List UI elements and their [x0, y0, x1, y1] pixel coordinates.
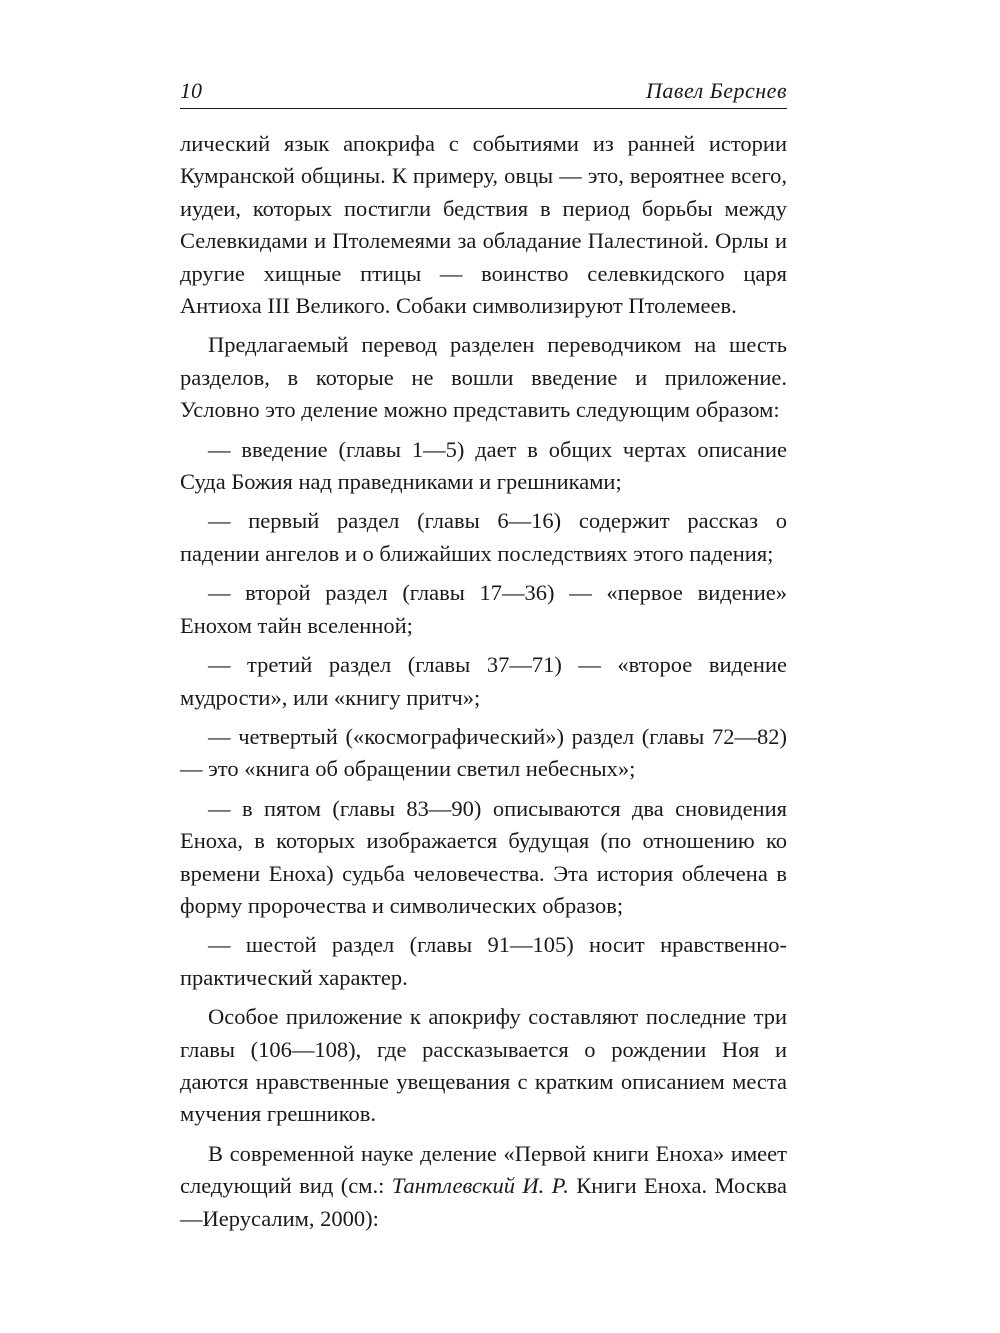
cited-author: Тантлевский И. Р. — [391, 1173, 569, 1199]
header-rule — [180, 108, 787, 109]
header-author: Павел Берснев — [646, 78, 787, 103]
list-item-section-2: — второй раздел (главы 17—36) — «первое видение» Енохом тайн вселенной; — [180, 580, 787, 638]
list-item-introduction: — введение (главы 1—5) дает в общих чертах описание Суда Божия над праведниками и грешниками; — [180, 436, 787, 495]
list-item-section-3: — третий раздел (главы 37—71) — «второе видение мудрости», или «книгу притч»; — [180, 652, 787, 710]
list-item-section-1: — первый раздел (главы 6—16) содержит рассказ о падении ангелов и о ближайших последствиях этого падения; — [180, 508, 787, 566]
list-item-section-5: — в пятом (главы 83—90) описываются два сновидения Еноха, в которых изображается будущая (по отношению ко времени Еноха) судьба человечества. Эта история облечена в форму пророчества и символических образов; — [180, 795, 787, 918]
paragraph-1: лический язык апокрифа с событиями из ранней истории Кумранской общины. К примеру, овцы — это, вероятнее всего, иудеи, которых постигли бедствия в период борьбы между Селевкидами и Птолемеями за обладание Палестиной. Орлы и другие хищные птицы — воинство селевкидского царя Антиоха III Великого. Собаки символизируют Птолемеев. — [180, 131, 787, 319]
paragraph-modern-division — [180, 1138, 787, 1235]
body-text — [180, 128, 787, 1235]
list-item-section-4: — четвертый («космографический») раздел (главы 72—82) — это «книга об обращении светил небесных»; — [180, 723, 787, 782]
paragraph-2: Предлагаемый перевод разделен переводчиком на шесть разделов, в которые не вошли введение и приложение. Условно это деление можно представить следующим образом: — [180, 332, 787, 423]
running-head — [180, 76, 787, 106]
modern-division-text-start: В современной науке деление «Первой книги Еноха» имеет следующий вид (см.: — [180, 1140, 787, 1199]
list-item-section-6: — шестой раздел (главы 91—105) носит нравственно-практический характер. — [180, 932, 787, 990]
modern-division-text-end: Книги Еноха. Москва—Иерусалим, 2000): — [180, 1173, 787, 1231]
paragraph-appendix: Особое приложение к апокрифу составляют последние три главы (106—108), где рассказывается о рождении Ноя и даются нравственные увещевания с кратким описанием места мучения грешников. — [180, 1004, 787, 1127]
page-number: 10 — [180, 78, 202, 103]
